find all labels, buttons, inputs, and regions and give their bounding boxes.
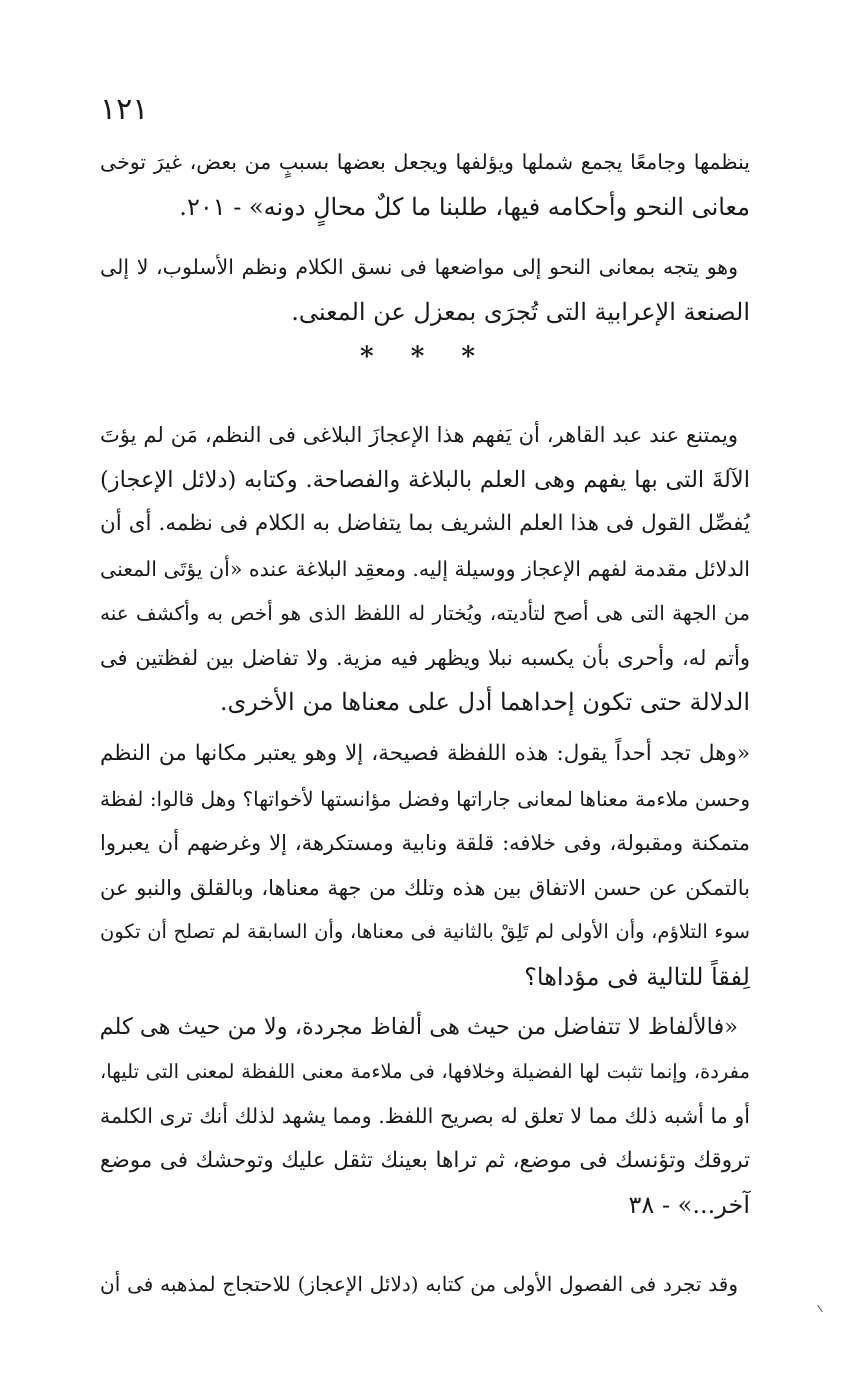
paragraph [100,1262,750,1307]
text-line: تروقك وتؤنسك فى موضع، ثم تراها بعينك تثقل عليك وتوحشك فى موضع [100,1147,750,1173]
text-line: وأتم له، وأحرى بأن يكسبه نبلا ويظهر فيه مزية. ولا تفاضل بين لفظتين فى [100,645,750,670]
paragraph [100,413,750,725]
text-line: «فالألفاظ لا تتفاضل من حيث هى ألفاظ مجردة، ولا من حيث هى كلم [99,1014,738,1040]
section-separator: * * * [360,342,489,372]
text-line: ويمتنع عند عبد القاهر، أن يَفهم هذا الإعجازَ البلاغى فى النظم، مَن لم يؤتَ [100,423,738,447]
text-line: متمكنة ومقبولة، وفى خلافه: قلقة ونابية ومستكرهة، إلا وغرضهم أن يعبروا [100,831,750,855]
text-line: الدلائل مقدمة لفهم الإعجاز ووسيلة إليه. ومعقِد البلاغة عنده «أن يؤتَى المعنى [100,556,750,581]
text-line: وحسن ملاءمة معناها لمعانى جاراتها وفضل مؤانستها لأخواتها؟ وهل قالوا: لفظة [100,786,750,811]
text-line: من الجهة التى هى أصح لتأديته، ويُختار له اللفظ الذى هو أخص به وأكشف عنه [100,601,750,625]
quotation [100,732,750,999]
text-line: سوء التلاؤم، وأن الأولى لم تَلِقْ بالثانية فى معناها، وأن السابقة لم تصلح أن تكون [100,920,750,943]
text-line: معانى النحو وأحكامه فيها، طلبنا ما كلٌ محالٍ دونه» - ٢٠١. [179,192,750,221]
text-line: «وهل تجد أحداً يقول: هذه اللفظة فصيحة، إلا وهو يعتبر مكانها من النظم [100,741,750,766]
text-line: وهو يتجه بمعانى النحو إلى مواضعها فى نسق الكلام ونظم الأسلوب، لا إلى [100,255,738,279]
text-line: الآلةَ التى بها يفهم وهى العلم بالبلاغة والفصاحة. وكتابه (دلائل الإعجاز) [100,466,750,493]
text-line: أو ما أشبه ذلك مما لا تعلق له بصريح اللفظ. ومما يشهد لذلك أنك ترى الكلمة [100,1104,750,1128]
text-line: الصنعة الإعرابية التى تُجرَى بمعزل عن المعنى. [291,297,750,326]
text-line: آخر...» - ٣٨ [628,1191,750,1219]
text-line: لِفقاً للتالية فى مؤداها؟ [524,962,750,991]
text-line: يُفصِّل القول فى هذا العلم الشريف بما يتفاضل به الكلام فى نظمه. أى أن [100,511,750,536]
text-line: ينظمها وجامعًا يجمع شملها ويؤلفها ويجعل بعضها بسببٍ من بعض، غيرَ توخى [100,150,750,174]
paragraph-continuation [100,140,750,229]
text-line: وقد تجرد فى الفصول الأولى من كتابه (دلائل الإعجاز) للاحتجاج لمذهبه فى أن [100,1272,738,1296]
text-line: الدلالة حتى تكون إحداهما أدل على معناها من الأخرى. [219,688,750,716]
text-line: مفردة، وإنما تثبت لها الفضيلة وخلافها، فى ملاءمة معنى اللفظة لمعنى التى تليها، [100,1059,750,1083]
margin-mark [817,1305,822,1312]
paragraph [100,245,750,334]
text-line: بالتمكن عن حسن الاتفاق بين هذه وتلك من جهة معناها، وبالقلق والنبو عن [100,875,750,900]
quotation [100,1005,750,1228]
page-number: ١٢١ [100,92,149,127]
